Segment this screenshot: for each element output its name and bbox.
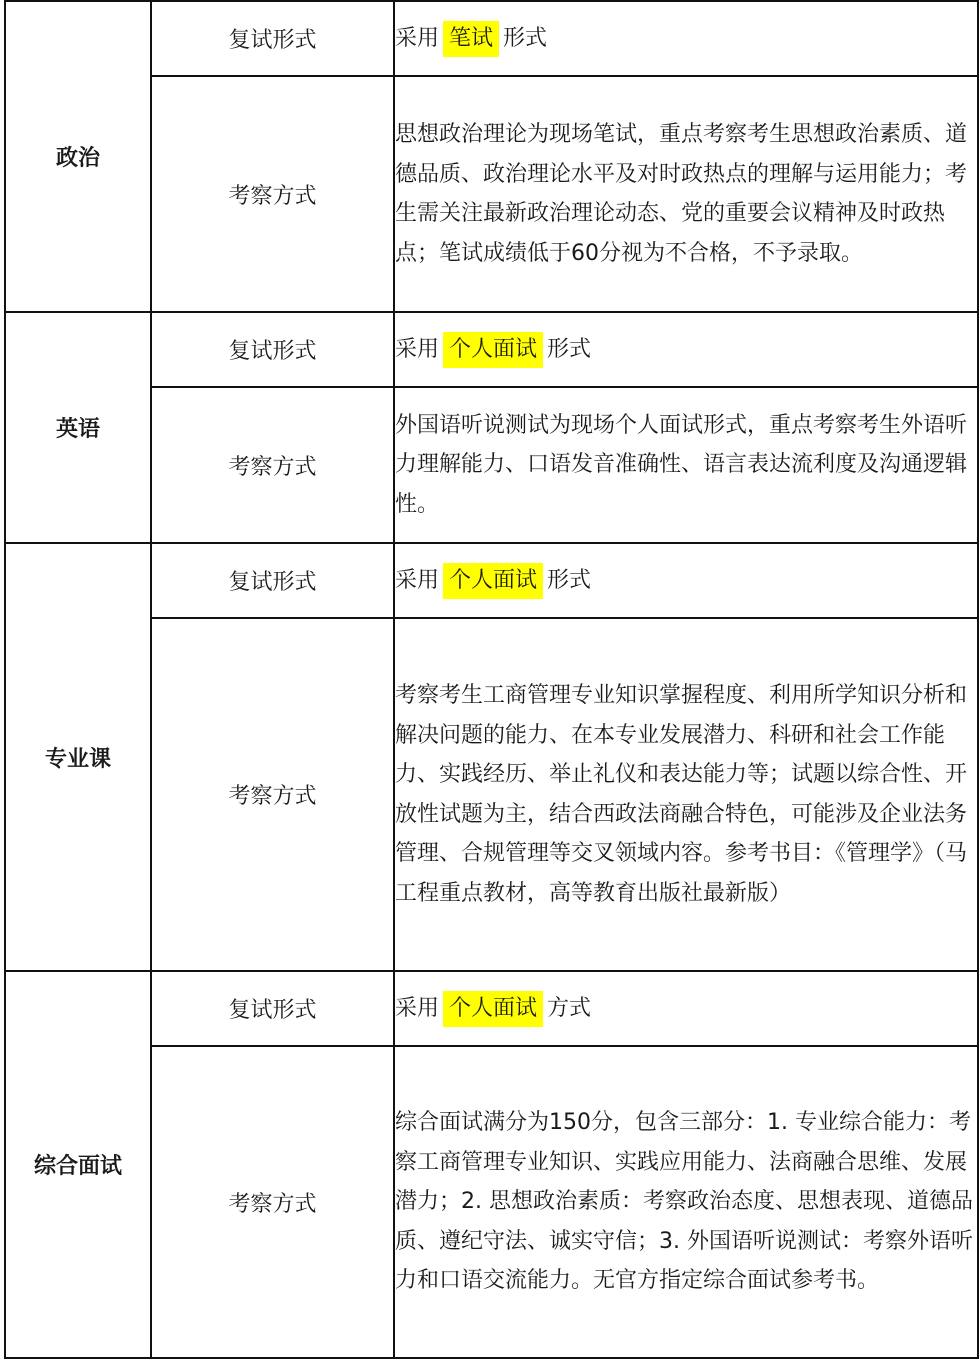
- format-label: 复试形式: [151, 543, 394, 618]
- method-label: 考察方式: [151, 1046, 394, 1358]
- table-row: [5, 312, 978, 387]
- method-text: 思想政治理论为现场笔试，重点考察考生思想政治素质、道德品质、政治理论水平及对时政热点的理解与运用能力；考生需关注最新政治理论动态、党的重要会议精神及时政热点；笔试成绩低于60分视为不合格，不予录取。: [394, 76, 978, 312]
- method-text: 考察考生工商管理专业知识掌握程度、利用所学知识分析和解决问题的能力、在本专业发展潜力、科研和社会工作能力、实践经历、举止礼仪和表达能力等；试题以综合性、开放性试题为主，结合西政法商融合特色，可能涉及企业法务管理、合规管理等交叉领域内容。参考书目：《管理学》（马工程重点教材，高等教育出版社最新版）: [394, 618, 978, 971]
- format-highlight: 个人面试: [443, 563, 543, 599]
- format-value: [394, 971, 978, 1046]
- table-row: [5, 387, 978, 543]
- subject-cell: 综合面试: [5, 971, 151, 1358]
- format-suffix: 形式: [503, 25, 548, 51]
- format-highlight: 个人面试: [443, 332, 543, 368]
- table-row: [5, 1, 978, 76]
- format-value: [394, 1, 978, 76]
- format-label: 复试形式: [151, 971, 394, 1046]
- format-prefix: 采用: [395, 336, 440, 362]
- format-prefix: 采用: [395, 567, 440, 593]
- format-highlight: 个人面试: [443, 991, 543, 1027]
- format-prefix: 采用: [395, 25, 440, 51]
- table-row: [5, 971, 978, 1046]
- retest-table: [4, 0, 979, 1359]
- method-label: 考察方式: [151, 618, 394, 971]
- format-suffix: 形式: [547, 567, 592, 593]
- subject-cell: 英语: [5, 312, 151, 543]
- format-label: 复试形式: [151, 1, 394, 76]
- table-row: [5, 76, 978, 312]
- method-label: 考察方式: [151, 76, 394, 312]
- format-value: [394, 312, 978, 387]
- table-row: [5, 543, 978, 618]
- format-prefix: 采用: [395, 995, 440, 1021]
- format-value: [394, 543, 978, 618]
- method-text: 外国语听说测试为现场个人面试形式，重点考察考生外语听力理解能力、口语发音准确性、语言表达流利度及沟通逻辑性。: [394, 387, 978, 543]
- subject-cell: 专业课: [5, 543, 151, 971]
- table-row: [5, 618, 978, 971]
- format-highlight: 笔试: [443, 21, 499, 57]
- format-suffix: 形式: [547, 336, 592, 362]
- format-label: 复试形式: [151, 312, 394, 387]
- method-text: 综合面试满分为150分，包含三部分：1. 专业综合能力：考察工商管理专业知识、实践应用能力、法商融合思维、发展潜力；2. 思想政治素质：考察政治态度、思想表现、道德品质、遵纪守法、诚实守信；3. 外国语听说测试：考察外语听力和口语交流能力。无官方指定综合面试参考书。: [394, 1046, 978, 1358]
- table-row: [5, 1046, 978, 1358]
- method-label: 考察方式: [151, 387, 394, 543]
- format-suffix: 方式: [547, 995, 592, 1021]
- subject-cell: 政治: [5, 1, 151, 312]
